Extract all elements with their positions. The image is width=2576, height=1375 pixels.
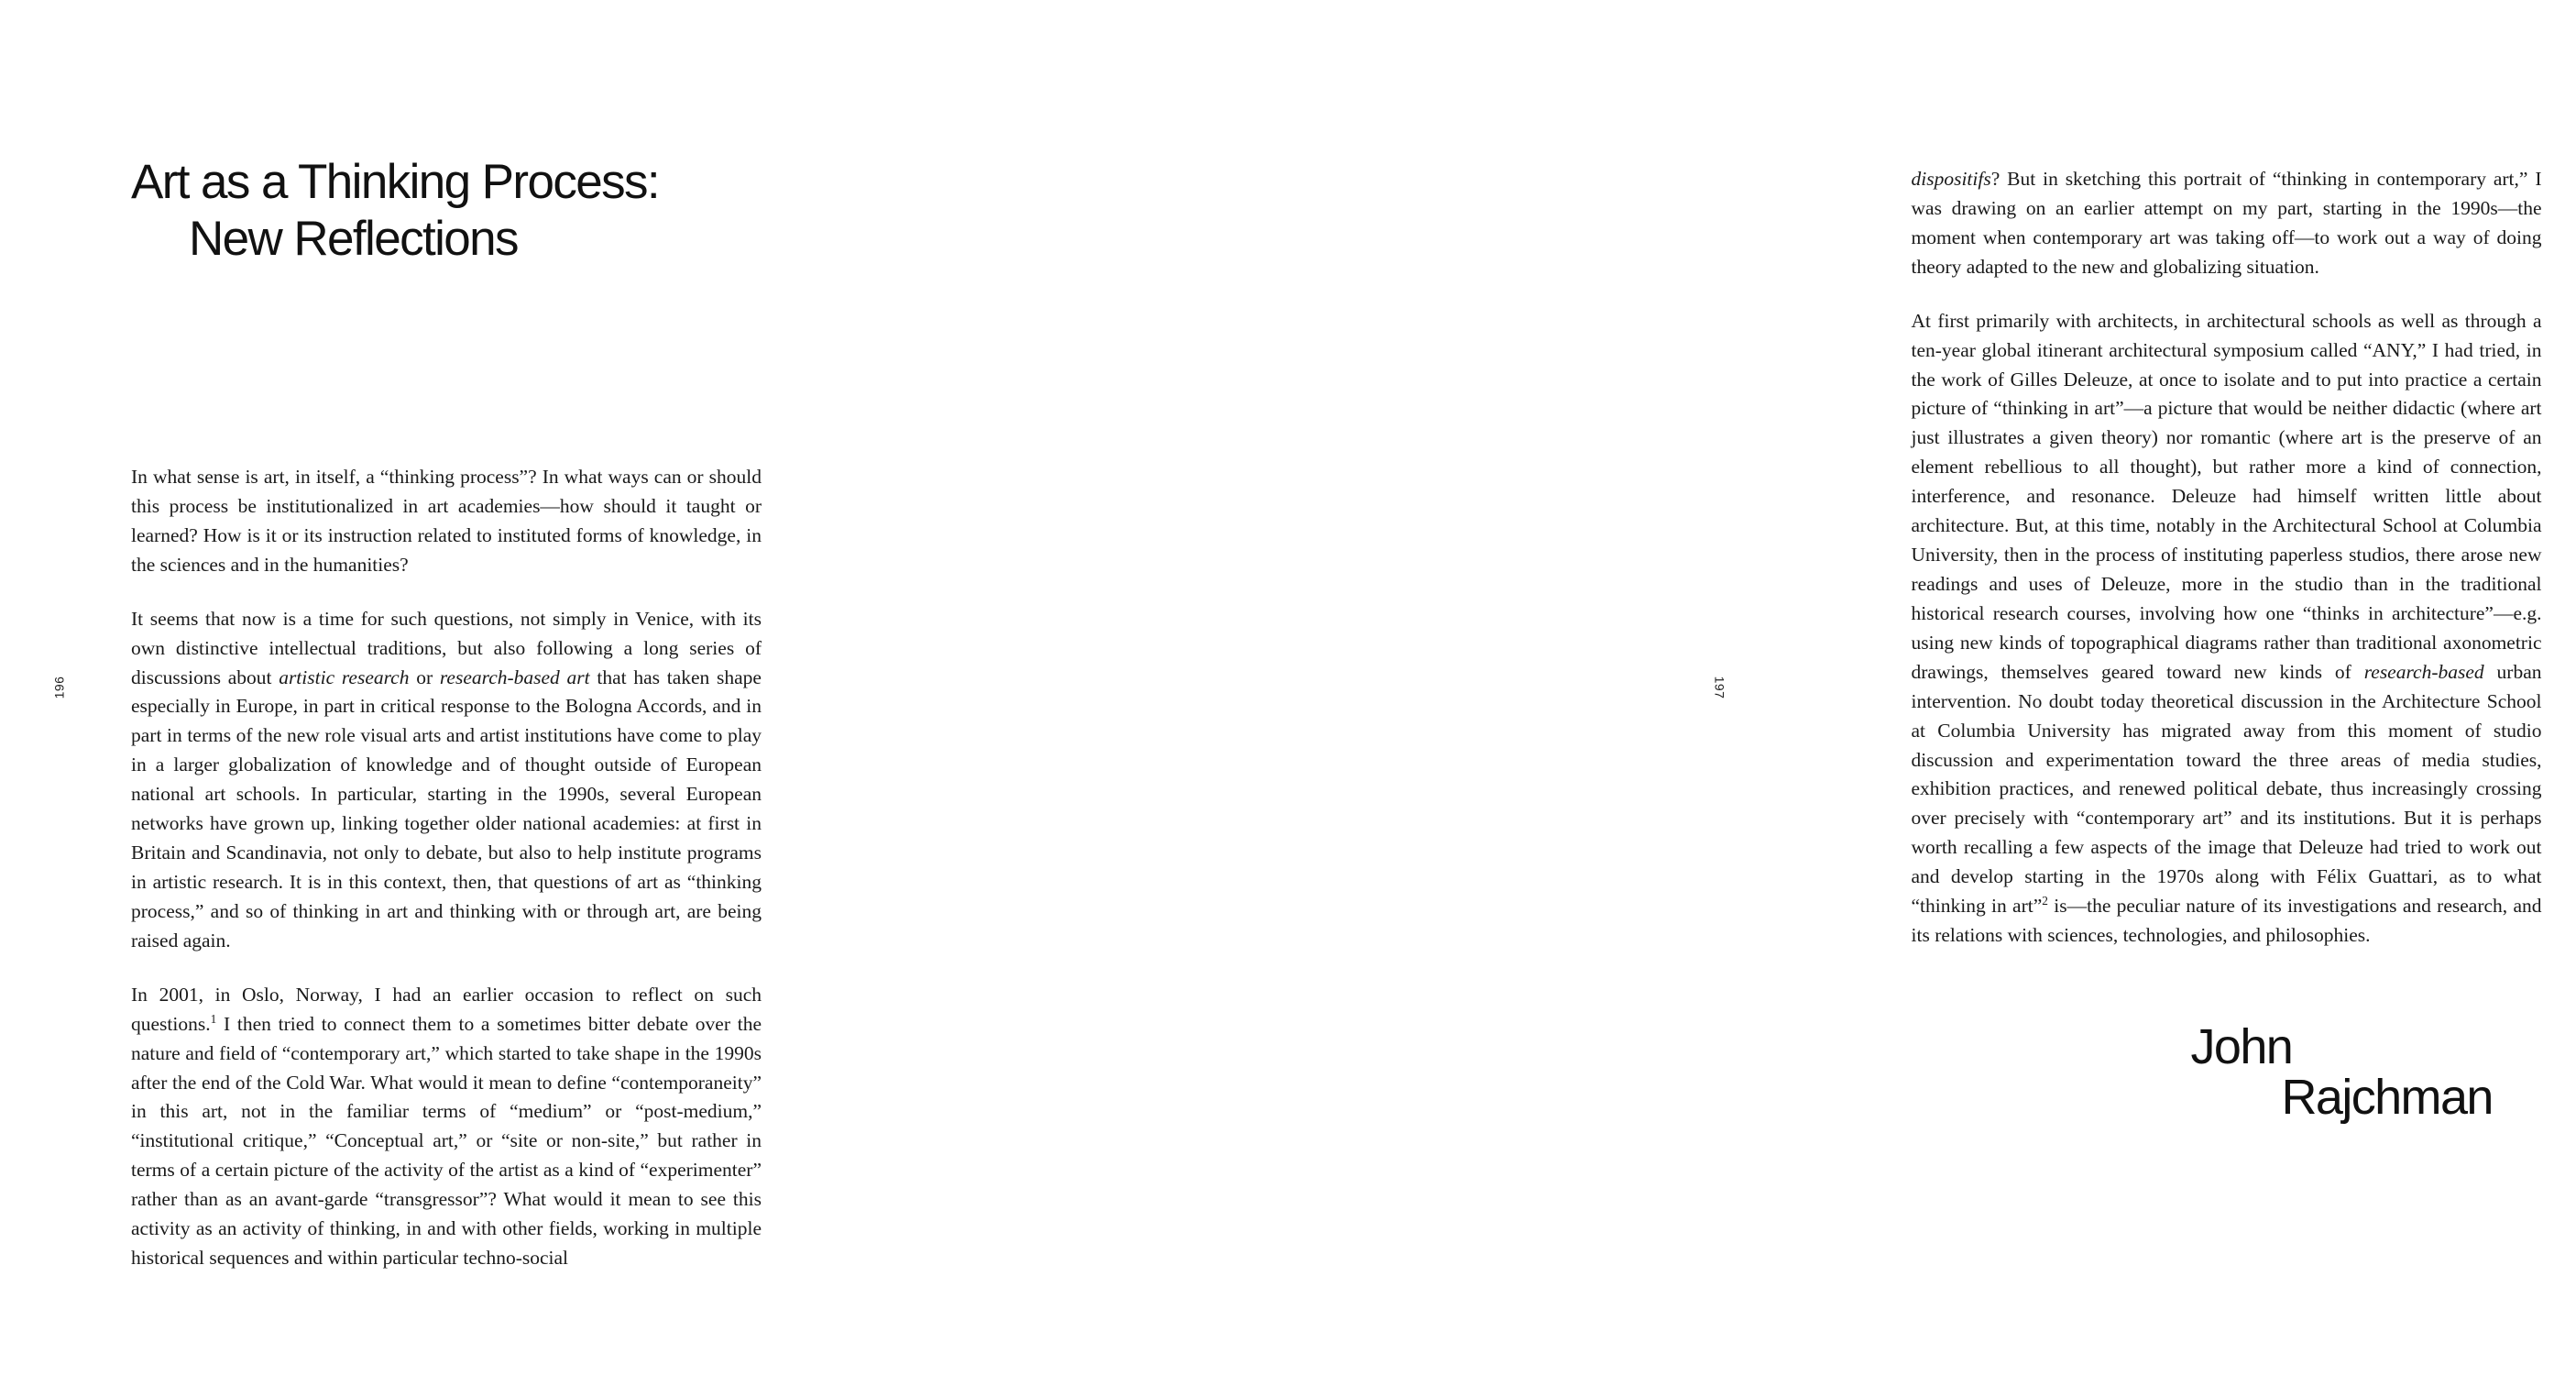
footnote-marker: 2	[2042, 893, 2048, 908]
page-number-right: 197	[1712, 676, 1727, 699]
page-number-left: 196	[51, 676, 67, 699]
paragraph: dispositifs? But in sketching this portrait of “thinking in contemporary art,” I was drawing on an earlier attempt on my part, starting in the 1990s—the moment when contemporary art was taking off—to work out a way of doing theory adapted to the new and globalizing situation.	[1911, 168, 2542, 278]
paragraph: In 2001, in Oslo, Norway, I had an earlier occasion to reflect on such questions.$^1$ I then tried to connect them to a sometimes bitter debate over the nature and field of “contemporary art,” which started to take shape in the 1990s after the end of the Cold War. What would it mean to define “contemporaneity” in this art, not in the familiar terms of “medium” or “post-medium,” “institutional critique,” “Conceptual art,” or “site or non-site,” but rather in terms of a certain picture of the activity of the artist as a kind of “experimenter” rather than as an avant-garde “transgressor”? What would it mean to see this activity as an activity of thinking, in and with other fields, working in multiple historical sequences and within particular techno-social	[131, 983, 762, 1270]
paragraph: At first primarily with architects, in architectural schools as well as through a ten-year global itinerant architectural symposium called “ANY,” I had tried, in the work of Gilles Deleuze, at once to isolate and to put into practice a certain picture of “thinking in art”—a picture that would be neither didactic (where art just illustrates a given theory) nor romantic (where art is the preserve of an element rebellious to all thought), but rather more a kind of connection, interference, and resonance. Deleuze had himself written little about architecture. But, at this time, notably in the Architectural School at Columbia University, then in the process of instituting paperless studios, there arose new readings and uses of Deleuze, more in the studio than in the traditional historical research courses, involving how one “thinks in architecture”—e.g. using new kinds of topographical diagrams rather than traditional axonometric drawings, themselves geared toward new kinds of research-based urban intervention. No doubt today theoretical discussion in the Architecture School at Columbia University has migrated away from this moment of studio discussion and experimentation toward the three areas of media studies, exhibition practices, and renewed political debate, thus increasingly crossing over precisely with “contemporary art” and its institutions. But it is perhaps worth recalling a few aspects of the image that Deleuze had tried to work out and develop starting in the 1970s along with Félix Guattari, as to what “thinking in art”$^2$ is—the peculiar nature of its investigations and research, and its relations with sciences, technologies, and philosophies.	[1911, 309, 2542, 947]
right-column-body	[1912, 165, 2542, 951]
author-first-name: John	[2190, 1019, 2293, 1074]
author-signature	[2190, 1019, 2576, 1126]
title-line-1: Art as a Thinking Process:	[131, 155, 660, 209]
right-page	[890, 0, 2542, 1375]
author-last-name: Rajchman	[2281, 1070, 2493, 1126]
paragraph: It seems that now is a time for such questions, not simply in Venice, with its own distinctive intellectual traditions, but also following a long series of discussions about artistic research or research-based art that has taken shape especially in Europe, in part in critical response to the Bologna Accords, and in part in terms of the new role visual arts and artist institutions have come to play in a larger globalization of knowledge and of thought outside of European national art schools. In particular, starting in the 1990s, several European networks have grown up, linking together older national academies: at first in Britain and Scandinavia, not only to debate, but also to help institute programs in artistic research. It is in this context, then, that questions of art as “thinking process,” and so of thinking in art and thinking with or through art, are being raised again.	[131, 607, 762, 952]
title-line-2: New Reflections	[189, 212, 518, 266]
left-page	[0, 0, 890, 1375]
paragraph: In what sense is art, in itself, a “thinking process”? In what ways can or should this process be institutionalized in art academies—how should it taught or learned? How is it or its instruction related to instituted forms of knowledge, in the sciences and in the humanities?	[131, 466, 762, 576]
article-title	[131, 154, 773, 268]
left-column-body	[131, 463, 762, 1273]
footnote-marker: 1	[210, 1011, 217, 1026]
